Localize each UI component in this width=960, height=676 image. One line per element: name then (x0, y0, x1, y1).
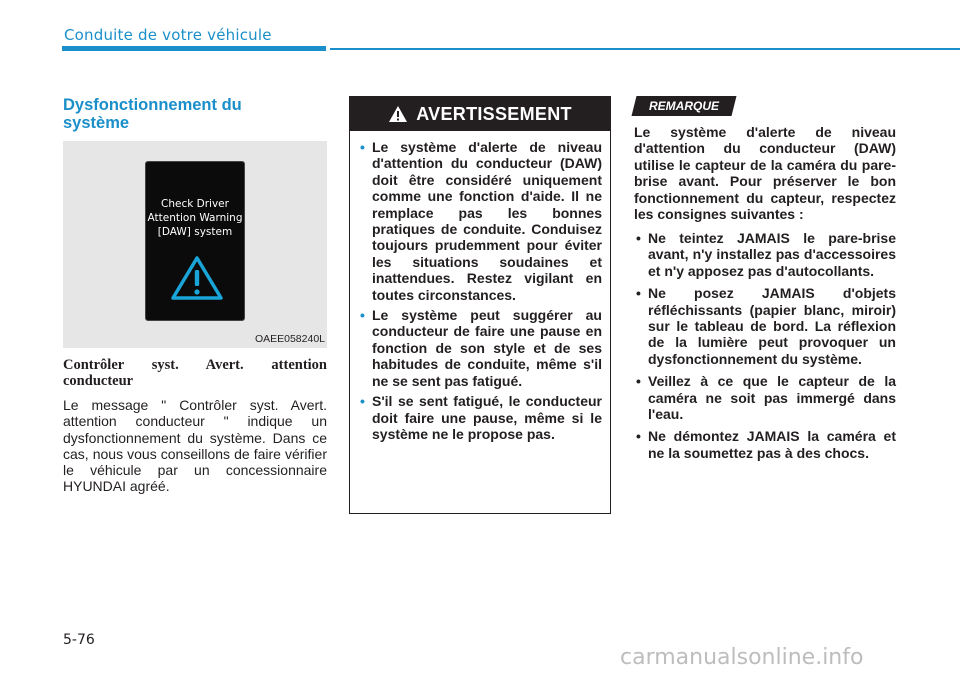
figure-code: OAEE058240L (254, 333, 325, 345)
warning-item-text: Le système d'alerte de niveau d'attention du conducteur (DAW) doit être considéré uniquement comme une fonction d'aide. Il ne remplace pas les bonnes pratiques de conduite. Conduisez toujours prudemment pour éviter les situations soudaines et inattendues. Restez vigilant en toutes circonstances. (372, 139, 602, 303)
note-label: REMARQUE (648, 99, 719, 113)
message-heading: Contrôler syst. Avert. attention conducteur (63, 357, 327, 389)
note-item (634, 285, 896, 367)
note-item-text: Ne teintez JAMAIS le pare-brise avant, n'y installez pas d'accessoires et n'y apposez pas d'autocollants. (648, 230, 896, 279)
note-badge (632, 96, 737, 116)
note-item-text: Ne démontez JAMAIS la caméra et ne la soumettez pas à des chocs. (648, 428, 896, 461)
note-intro: Le système d'alerte de niveau d'attention du conducteur (DAW) utilise le capteur de la caméra du pare-brise avant. Pour préserver le bon fonctionnement du capteur, respectez les consignes suivantes : (634, 124, 896, 223)
bullet-icon: • (636, 373, 641, 390)
warning-item-text: Le système peut suggérer au conducteur de faire une pause en fonction de son style et de ses habitudes de conduite, même s'il ne se sent pas fatigué. (372, 307, 602, 389)
bullet-icon: • (636, 428, 641, 445)
alert-triangle-icon (388, 105, 408, 123)
cluster-display (145, 161, 245, 321)
bullet-icon: • (636, 230, 641, 246)
header-rule-thick (62, 46, 326, 51)
dashboard-figure (63, 141, 327, 348)
running-header: Conduite de votre véhicule (64, 26, 272, 44)
bullet-icon: • (636, 285, 641, 302)
warning-list (350, 131, 610, 442)
display-line: Attention Warning (147, 212, 243, 224)
body-paragraph: Le message " Contrôler syst. Avert. attention conducteur " indique un dysfonctionnement du système. Dans ce cas, nous vous conseillons de faire vérifier le véhicule par un concessionnaire HYUNDAI agréé. (63, 397, 327, 495)
note-item (634, 428, 896, 461)
bullet-icon: • (360, 393, 365, 410)
page-number: 5-76 (63, 632, 95, 648)
note-item-text: Ne posez JAMAIS d'objets réfléchissants (papier blanc, miroir) sur le tableau de bord. La réflexion de la lumière peut provoquer un dysfonctionnement du système. (648, 285, 896, 367)
warning-box (349, 96, 611, 514)
note-item (634, 230, 896, 279)
warning-item-text: S'il se sent fatigué, le conducteur doit faire une pause, même si le système ne le propose pas. (372, 393, 602, 442)
bullet-icon: • (360, 307, 365, 324)
note-list (634, 230, 896, 467)
note-item (634, 373, 896, 422)
display-line: Check Driver (161, 198, 229, 210)
warning-item (360, 307, 602, 389)
warning-item (360, 393, 602, 442)
note-item-text: Veillez à ce que le capteur de la caméra ne soit pas immergé dans l'eau. (648, 373, 896, 423)
warning-triangle-icon (170, 254, 224, 302)
warning-header (350, 97, 610, 131)
header-rule-thin (330, 48, 960, 50)
section-title: Dysfonctionnement du système (63, 96, 242, 132)
watermark: carmanualsonline.info (620, 645, 864, 670)
display-line: [DAW] system (157, 226, 233, 238)
warning-label: AVERTISSEMENT (416, 103, 572, 124)
warning-item (360, 139, 602, 303)
bullet-icon: • (360, 139, 365, 155)
